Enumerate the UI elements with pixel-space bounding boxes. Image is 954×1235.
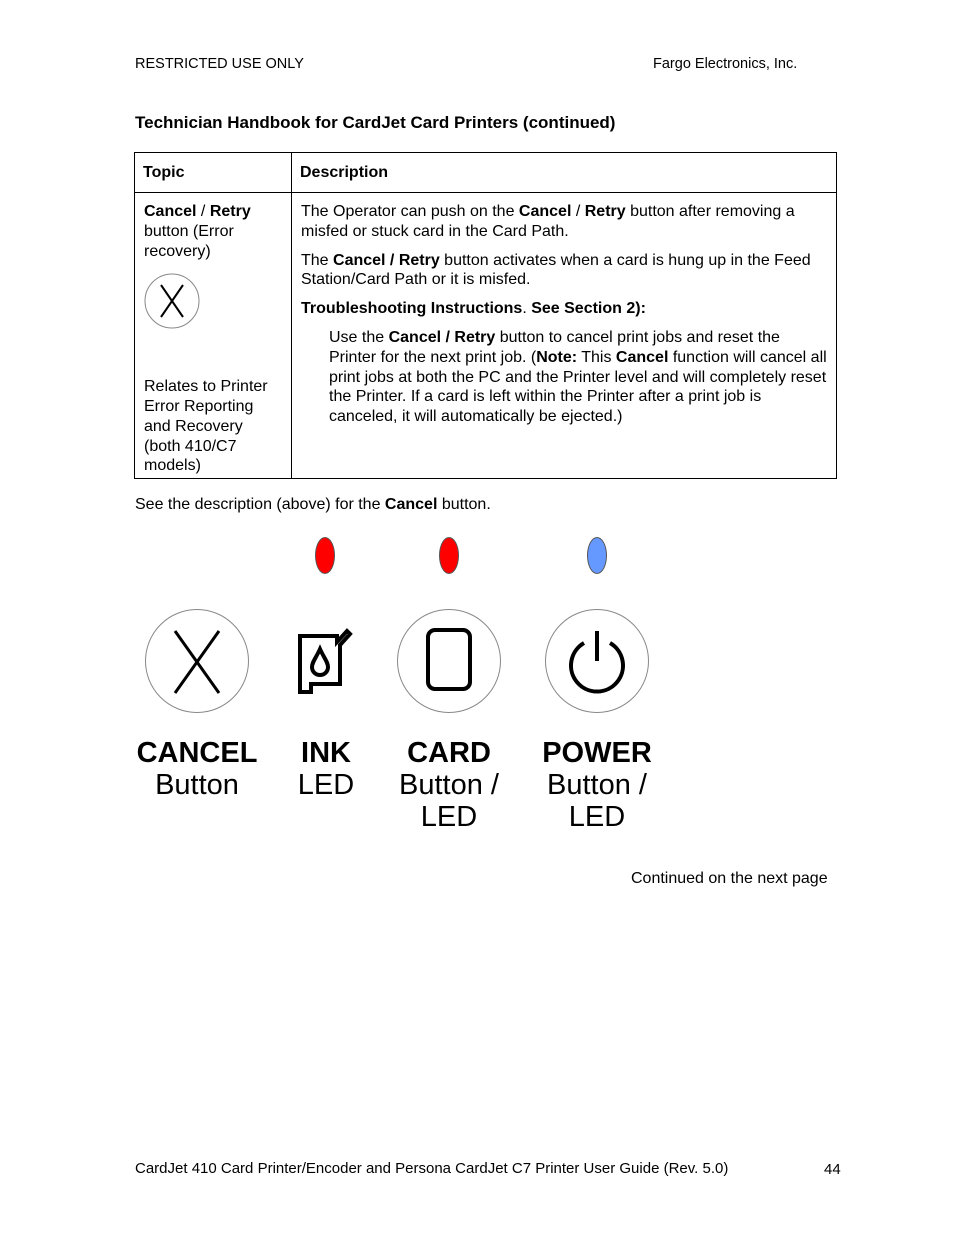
desc-bold: See Section 2):	[531, 300, 646, 318]
topic-suffix: button (Error recovery)	[144, 222, 234, 260]
power-label-big: POWER	[542, 737, 652, 769]
ink-label	[281, 737, 371, 801]
x-icon	[144, 273, 200, 329]
power-label-small: Button / LED	[547, 769, 647, 833]
desc-bold: Troubleshooting Instructions	[301, 300, 523, 318]
ink-drop-icon	[297, 626, 353, 696]
cancel-label-big: CANCEL	[136, 737, 258, 769]
card-label-small: Button / LED	[399, 769, 499, 833]
desc-text: button after removing a misfed or stuck card in the Card Path.	[301, 203, 795, 240]
continued-note: Continued on the next page	[631, 870, 828, 887]
desc-paragraph-1	[301, 202, 827, 242]
see-description	[135, 496, 491, 514]
card-led	[439, 537, 459, 574]
topic-relates: Relates to Printer Error Reporting and Recovery (both 410/C7 models)	[144, 378, 268, 475]
topic-title	[144, 202, 282, 261]
card-label	[384, 737, 514, 833]
header-topic: Topic	[135, 153, 292, 193]
topic-table	[134, 152, 837, 479]
desc-text: Use the	[329, 328, 389, 346]
desc-paragraph-4	[329, 328, 827, 427]
header-left: RESTRICTED USE ONLY	[135, 56, 304, 72]
topic-sep: /	[196, 203, 210, 220]
topic-cancel: Cancel	[144, 203, 197, 220]
desc-text: button to cancel print jobs and reset the Printer for the next print job. (	[329, 328, 780, 366]
ink-label-big: INK	[301, 737, 351, 769]
see-desc-bold: Cancel	[384, 496, 438, 513]
cancel-label	[127, 737, 267, 801]
topic-retry: Retry	[209, 203, 251, 220]
topic-cell	[135, 193, 292, 479]
ink-label-small: LED	[297, 769, 355, 801]
desc-text: The	[301, 251, 334, 269]
page-title: Technician Handbook for CardJet Card Printers (continued)	[135, 113, 616, 132]
ink-led	[315, 537, 335, 574]
page-number: 44	[824, 1161, 841, 1178]
see-desc-text: button.	[437, 496, 491, 513]
desc-bold: Cancel / Retry	[388, 328, 496, 346]
description-cell	[292, 193, 837, 479]
power-label	[527, 737, 667, 833]
desc-bold: Note:	[536, 348, 578, 366]
see-desc-text: See the description (above) for the	[135, 496, 385, 513]
desc-bold: Cancel / Retry	[333, 251, 440, 269]
desc-bold: Retry	[584, 203, 626, 220]
desc-bold: Cancel	[615, 348, 669, 366]
desc-text: function will cancel all print jobs at both the PC and the Printer level and will completely reset the Printer. If a card is left within the Printer after a print job is canceled, it will automatically be ejected.)	[329, 348, 827, 426]
header-right: Fargo Electronics, Inc.	[653, 56, 798, 72]
card-icon[interactable]	[396, 608, 502, 714]
desc-paragraph-2	[301, 251, 827, 291]
table-row	[135, 193, 837, 479]
desc-text: .	[522, 300, 532, 318]
header-description: Description	[292, 153, 837, 193]
desc-text: The Operator can push on the	[301, 203, 519, 220]
desc-text: button activates when a card is hung up in the Feed Station/Card Path or it is misfed.	[301, 251, 811, 289]
desc-bold: Cancel	[518, 203, 572, 220]
desc-text: This	[577, 348, 616, 366]
desc-text: /	[571, 203, 585, 220]
desc-paragraph-3	[301, 299, 827, 319]
card-label-big: CARD	[407, 737, 491, 769]
footer-text: CardJet 410 Card Printer/Encoder and Persona CardJet C7 Printer User Guide (Rev. 5.0)	[135, 1160, 729, 1177]
cancel-x-icon[interactable]	[144, 608, 250, 714]
cancel-label-small: Button	[155, 769, 239, 801]
table-header-row	[135, 153, 837, 193]
power-led	[587, 537, 607, 574]
power-icon[interactable]	[544, 608, 650, 714]
